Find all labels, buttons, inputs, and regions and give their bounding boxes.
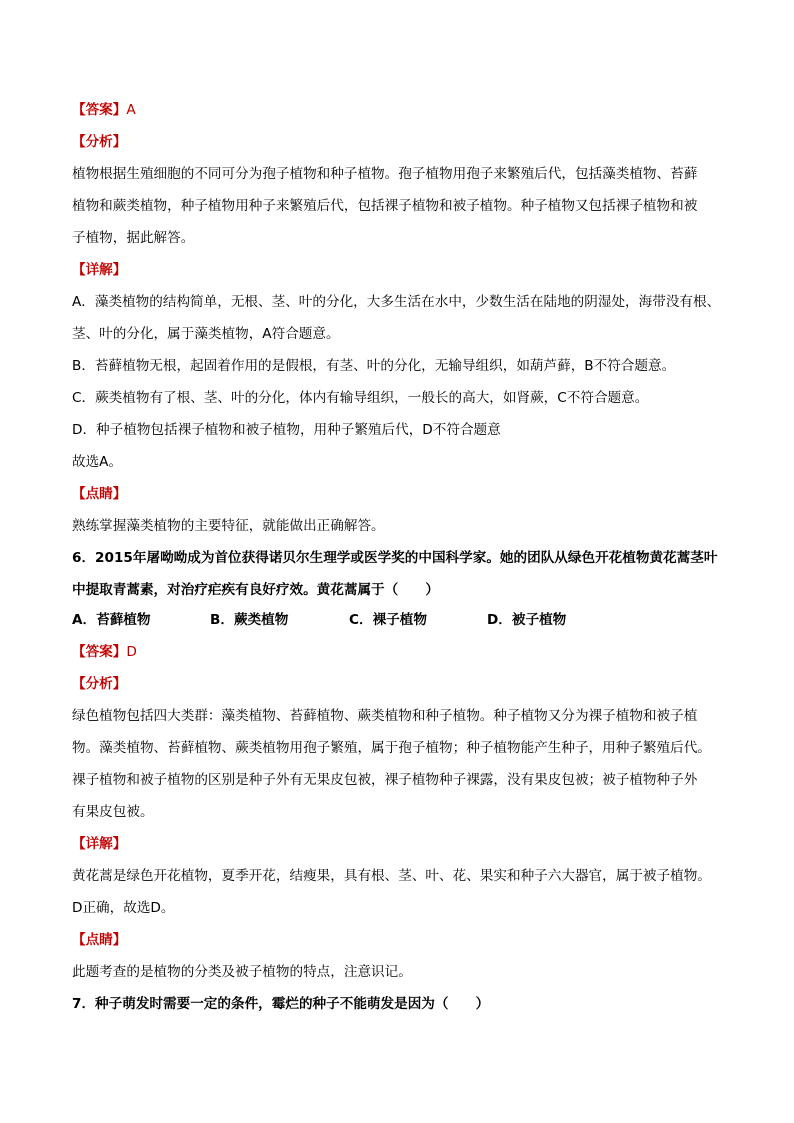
question-stem-line: 6．2015年屠呦呦成为首位获得诺贝尔生理学或医学奖的中国科学家。她的团队从绿色开花植物黄花蒿茎叶 bbox=[72, 550, 718, 566]
answer-label: 【答案】 bbox=[72, 644, 127, 660]
analysis-label: 【分析】 bbox=[72, 134, 127, 150]
analysis-text-line: 子植物，据此解答。 bbox=[72, 230, 195, 246]
analysis-text-line: 裸子植物和被子植物的区别是种子外有无果皮包被，裸子植物种子裸露，没有果皮包被；被子植物种子外 bbox=[72, 772, 698, 788]
detail-text-line: C．蕨类植物有了根、茎、叶的分化，体内有输导组织，一般长的高大，如肾蕨，C不符合题意。 bbox=[72, 390, 649, 406]
detail-text-line: 黄花蒿是绿色开花植物，夏季开花，结瘦果，具有根、茎、叶、花、果实和种子六大器官，属于被子植物。 bbox=[72, 868, 711, 884]
choice-c: C．裸子植物 bbox=[349, 612, 427, 628]
detail-label: 【详解】 bbox=[72, 262, 127, 278]
choice-b: B．蕨类植物 bbox=[210, 612, 289, 628]
analysis-text-line: 绿色植物包括四大类群：藻类植物、苔藓植物、蕨类植物和种子植物。种子植物又分为裸子植物和被子植 bbox=[72, 708, 698, 724]
analysis-text-line: 物。藻类植物、苔藓植物、蕨类植物用孢子繁殖，属于孢子植物；种子植物能产生种子，用种子繁殖后代。 bbox=[72, 740, 711, 756]
answer-row bbox=[72, 642, 137, 662]
comment-label: 【点睛】 bbox=[72, 486, 127, 502]
comment-label: 【点睛】 bbox=[72, 932, 127, 948]
detail-label: 【详解】 bbox=[72, 836, 127, 852]
detail-text-line: D正确，故选D。 bbox=[72, 900, 175, 916]
question-stem-line: 中提取青蒿素，对治疗疟疾有良好疗效。黄花蒿属于（ ） bbox=[72, 582, 440, 598]
choice-a: A．苔藓植物 bbox=[72, 612, 151, 628]
answer-value: A bbox=[126, 102, 136, 118]
analysis-text-line: 植物和蕨类植物，种子植物用种子来繁殖后代，包括裸子植物和被子植物。种子植物又包括裸子植物和被 bbox=[72, 198, 698, 214]
analysis-text-line: 有果皮包被。 bbox=[72, 804, 154, 820]
answer-value: D bbox=[126, 644, 137, 660]
detail-text-line: 故选A。 bbox=[72, 454, 123, 470]
analysis-label: 【分析】 bbox=[72, 676, 127, 692]
choice-d: D．被子植物 bbox=[487, 612, 567, 628]
question-stem-line: 7．种子萌发时需要一定的条件，霉烂的种子不能萌发是因为（ ） bbox=[72, 996, 490, 1012]
detail-text-line: B．苔藓植物无根，起固着作用的是假根，有茎、叶的分化，无输导组织，如葫芦藓，B不符合题意。 bbox=[72, 358, 676, 374]
comment-text: 此题考查的是植物的分类及被子植物的特点，注意识记。 bbox=[72, 964, 412, 980]
detail-text-line: D．种子植物包括裸子植物和被子植物，用种子繁殖后代，D不符合题意 bbox=[72, 422, 501, 438]
answer-label: 【答案】 bbox=[72, 102, 127, 118]
comment-text: 熟练掌握藻类植物的主要特征，就能做出正确解答。 bbox=[72, 518, 385, 534]
detail-text-line: 茎、叶的分化，属于藻类植物，A符合题意。 bbox=[72, 326, 340, 342]
analysis-text-line: 植物根据生殖细胞的不同可分为孢子植物和种子植物。孢子植物用孢子来繁殖后代，包括藻类植物、苔藓 bbox=[72, 166, 698, 182]
answer-row bbox=[72, 100, 136, 120]
detail-text-line: A．藻类植物的结构简单，无根、茎、叶的分化，大多生活在水中，少数生活在陆地的阴湿处，海带没有根、 bbox=[72, 294, 721, 310]
